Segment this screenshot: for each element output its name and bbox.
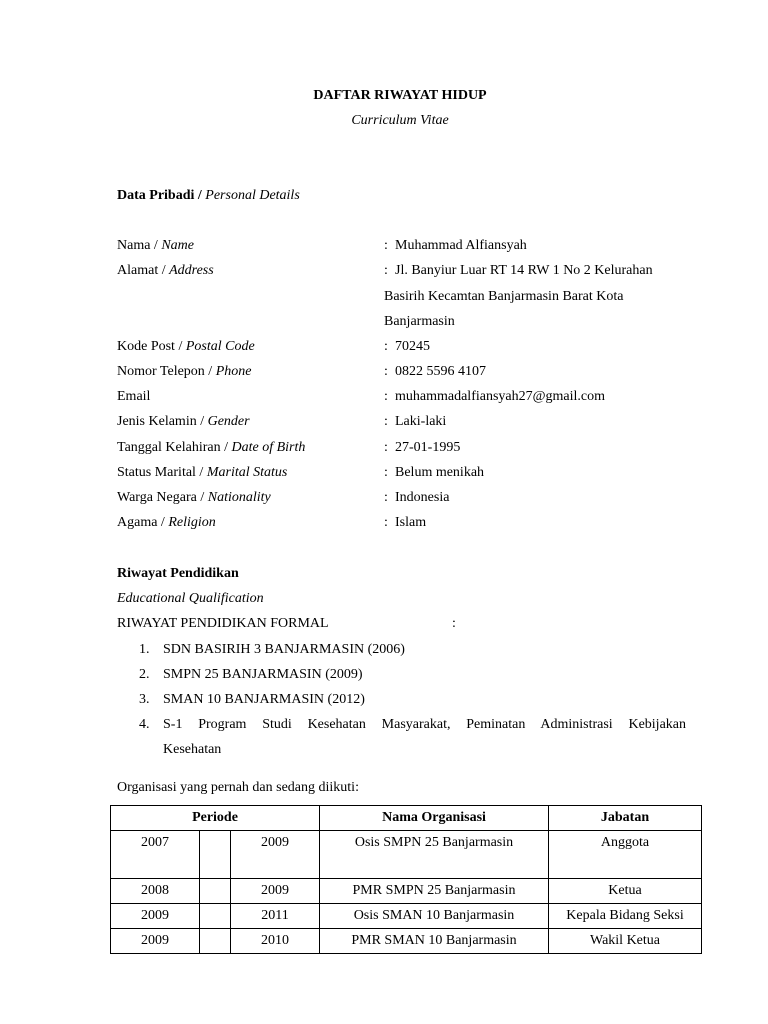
label-en: Religion bbox=[168, 515, 216, 530]
cell-organization: PMR SMPN 25 Banjarmasin bbox=[320, 879, 549, 904]
label-id: Email bbox=[117, 389, 151, 404]
cell-to: 2009 bbox=[231, 831, 320, 879]
label-id: Agama / bbox=[117, 515, 169, 530]
cell-spacer bbox=[200, 831, 231, 879]
cell-spacer bbox=[200, 929, 231, 954]
label-id: Alamat / bbox=[117, 263, 170, 278]
value-nationality: Indonesia bbox=[395, 490, 450, 505]
cell-to: 2009 bbox=[231, 879, 320, 904]
colon: : bbox=[384, 389, 388, 404]
page-subtitle: Curriculum Vitae bbox=[351, 113, 449, 128]
cell-position: Anggota bbox=[549, 831, 702, 879]
label-id: Nama / bbox=[117, 238, 162, 253]
list-item: SMPN 25 BANJARMASIN (2009) bbox=[163, 667, 363, 682]
list-item-number: 2. bbox=[139, 667, 150, 682]
label-religion bbox=[117, 514, 216, 532]
value-address: Jl. Banyiur Luar RT 14 RW 1 No 2 Kelurahan bbox=[395, 263, 653, 278]
label-id: Warga Negara / bbox=[117, 490, 208, 505]
colon: : bbox=[384, 465, 388, 480]
colon: : bbox=[384, 263, 388, 278]
label-en: Name bbox=[161, 238, 194, 253]
cell-organization: Osis SMAN 10 Banjarmasin bbox=[320, 904, 549, 929]
cell-from: 2007 bbox=[111, 831, 200, 879]
label-id: Jenis Kelamin / bbox=[117, 414, 208, 429]
label-en: Date of Birth bbox=[231, 440, 306, 455]
organization-table bbox=[110, 805, 702, 954]
label-phone bbox=[117, 363, 251, 381]
colon: : bbox=[384, 515, 388, 530]
colon: : bbox=[384, 490, 388, 505]
list-item: S-1 Program Studi Kesehatan Masyarakat, Peminatan Administrasi Kebijakan bbox=[163, 717, 686, 732]
label-en: Nationality bbox=[207, 490, 271, 505]
label-address bbox=[117, 262, 214, 280]
organization-intro: Organisasi yang pernah dan sedang diikuti: bbox=[117, 780, 359, 795]
label-en: Postal Code bbox=[185, 339, 255, 354]
cell-organization: PMR SMAN 10 Banjarmasin bbox=[320, 929, 549, 954]
value-address-line-3: Banjarmasin bbox=[384, 314, 455, 329]
label-email bbox=[117, 388, 150, 406]
cell-from: 2009 bbox=[111, 929, 200, 954]
personal-heading-en: Personal Details bbox=[205, 188, 300, 203]
cell-position: Kepala Bidang Seksi bbox=[549, 904, 702, 929]
table-row bbox=[111, 929, 702, 954]
value-postal-code: 70245 bbox=[395, 339, 430, 354]
list-item: SMAN 10 BANJARMASIN (2012) bbox=[163, 692, 365, 707]
value-address-line-2: Basirih Kecamtan Banjarmasin Barat Kota bbox=[384, 289, 624, 304]
colon: : bbox=[384, 440, 388, 455]
label-gender bbox=[117, 413, 250, 431]
header-nama-organisasi: Nama Organisasi bbox=[320, 806, 549, 831]
cell-to: 2010 bbox=[231, 929, 320, 954]
value-name: Muhammad Alfiansyah bbox=[395, 238, 527, 253]
cell-spacer bbox=[200, 879, 231, 904]
list-item-number: 4. bbox=[139, 717, 150, 732]
education-heading: Riwayat Pendidikan bbox=[117, 566, 239, 581]
colon: : bbox=[384, 339, 388, 354]
formal-education-label: RIWAYAT PENDIDIKAN FORMAL bbox=[117, 616, 329, 631]
cell-position: Wakil Ketua bbox=[549, 929, 702, 954]
header-periode: Periode bbox=[111, 806, 320, 831]
cell-from: 2008 bbox=[111, 879, 200, 904]
value-gender: Laki-laki bbox=[395, 414, 447, 429]
label-id: Tanggal Kelahiran / bbox=[117, 440, 232, 455]
label-id: Nomor Telepon / bbox=[117, 364, 216, 379]
cell-from: 2009 bbox=[111, 904, 200, 929]
personal-heading-id: Data Pribadi / bbox=[117, 188, 206, 203]
education-subheading: Educational Qualification bbox=[117, 591, 264, 606]
label-id: Status Marital / bbox=[117, 465, 207, 480]
cell-to: 2011 bbox=[231, 904, 320, 929]
cell-organization: Osis SMPN 25 Banjarmasin bbox=[320, 831, 549, 879]
page-title: DAFTAR RIWAYAT HIDUP bbox=[313, 88, 487, 103]
label-marital-status bbox=[117, 464, 287, 482]
label-nationality bbox=[117, 489, 271, 507]
personal-heading bbox=[117, 187, 300, 205]
label-en: Gender bbox=[207, 414, 250, 429]
list-item: SDN BASIRIH 3 BANJARMASIN (2006) bbox=[163, 642, 405, 657]
value-religion: Islam bbox=[395, 515, 427, 530]
label-en: Phone bbox=[215, 364, 252, 379]
value-phone: 0822 5596 4107 bbox=[395, 364, 486, 379]
header-jabatan: Jabatan bbox=[549, 806, 702, 831]
table-row bbox=[111, 879, 702, 904]
cell-spacer bbox=[200, 904, 231, 929]
table-header-row bbox=[111, 806, 702, 831]
label-en: Address bbox=[169, 263, 214, 278]
colon: : bbox=[384, 414, 388, 429]
label-name bbox=[117, 237, 194, 255]
colon: : bbox=[384, 364, 388, 379]
label-postal-code bbox=[117, 338, 255, 356]
formal-education-colon: : bbox=[452, 616, 456, 631]
table-row bbox=[111, 831, 702, 879]
colon: : bbox=[384, 238, 388, 253]
list-item-continuation: Kesehatan bbox=[163, 742, 222, 757]
value-date-of-birth: 27-01-1995 bbox=[395, 440, 461, 455]
label-id: Kode Post / bbox=[117, 339, 186, 354]
value-email: muhammadalfiansyah27@gmail.com bbox=[395, 389, 606, 404]
list-item-number: 3. bbox=[139, 692, 150, 707]
label-date-of-birth bbox=[117, 439, 305, 457]
cell-position: Ketua bbox=[549, 879, 702, 904]
list-item-number: 1. bbox=[139, 642, 150, 657]
label-en: Marital Status bbox=[206, 465, 288, 480]
table-row bbox=[111, 904, 702, 929]
value-marital-status: Belum menikah bbox=[395, 465, 485, 480]
